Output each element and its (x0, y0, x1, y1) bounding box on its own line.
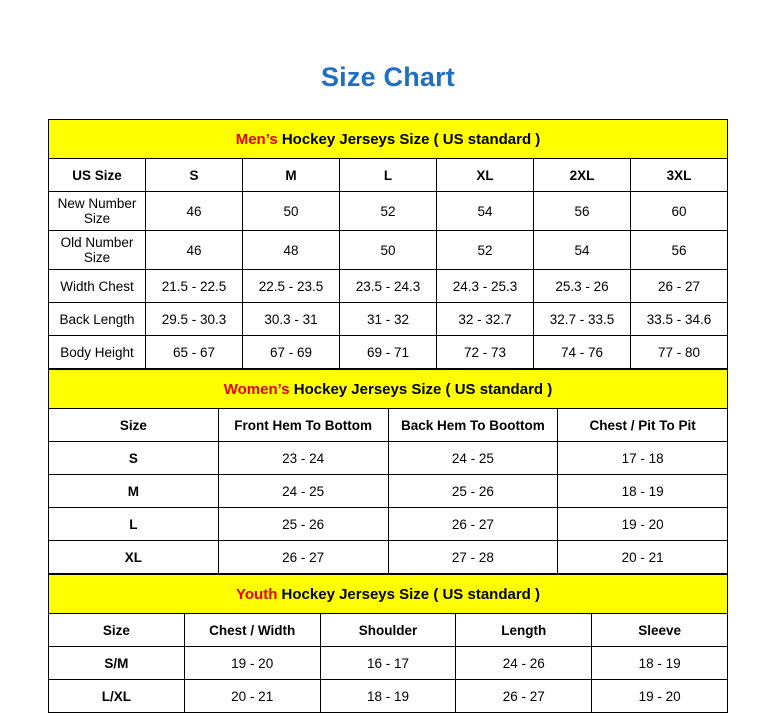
table-cell: 54 (534, 231, 631, 270)
table-cell: 69 - 71 (340, 336, 437, 369)
table-row (49, 231, 728, 270)
table-cell: 19 - 20 (184, 647, 320, 680)
mens-banner-row (49, 120, 728, 159)
table-cell: 33.5 - 34.6 (631, 303, 728, 336)
youth-header-cell: Chest / Width (184, 614, 320, 647)
table-cell: 26 - 27 (631, 270, 728, 303)
row-label: L/XL (49, 680, 185, 713)
womens-banner-cell (49, 370, 728, 409)
youth-header-row (49, 614, 728, 647)
mens-header-row (49, 159, 728, 192)
row-label: New Number Size (49, 192, 146, 231)
womens-banner-row (49, 370, 728, 409)
youth-banner-rest: Hockey Jerseys Size ( US standard ) (277, 585, 540, 603)
table-cell: 54 (437, 192, 534, 231)
page-title: Size Chart (320, 62, 456, 92)
table-cell: 20 - 21 (184, 680, 320, 713)
table-cell: 32.7 - 33.5 (534, 303, 631, 336)
womens-header-cell: Front Hem To Bottom (218, 409, 388, 442)
table-cell: 65 - 67 (146, 336, 243, 369)
table-cell: 26 - 27 (456, 680, 592, 713)
table-row (49, 647, 728, 680)
table-row (49, 475, 728, 508)
table-cell: 23.5 - 24.3 (340, 270, 437, 303)
table-row (49, 270, 728, 303)
table-row (49, 442, 728, 475)
table-cell: 32 - 32.7 (437, 303, 534, 336)
row-label: Old Number Size (49, 231, 146, 270)
table-cell: 18 - 19 (558, 475, 728, 508)
table-cell: 21.5 - 22.5 (146, 270, 243, 303)
table-cell: 48 (243, 231, 340, 270)
mens-banner-accent: Men’s (235, 130, 278, 148)
table-cell: 19 - 20 (558, 508, 728, 541)
table-cell: 52 (340, 192, 437, 231)
table-cell: 26 - 27 (388, 508, 558, 541)
youth-banner-row (49, 575, 728, 614)
table-cell: 22.5 - 23.5 (243, 270, 340, 303)
womens-header-cell: Back Hem To Boottom (388, 409, 558, 442)
womens-banner-rest: Hockey Jerseys Size ( US standard ) (289, 380, 553, 398)
youth-size-table (48, 574, 728, 713)
youth-banner-accent: Youth (236, 585, 278, 603)
mens-banner-rest: Hockey Jerseys Size ( US standard ) (277, 130, 541, 148)
row-label: S (49, 442, 219, 475)
table-cell: 23 - 24 (218, 442, 388, 475)
table-row (49, 541, 728, 574)
table-cell: 16 - 17 (320, 647, 456, 680)
row-label: XL (49, 541, 219, 574)
table-cell: 46 (146, 192, 243, 231)
youth-banner-cell (49, 575, 728, 614)
womens-banner-accent: Women’s (223, 380, 290, 398)
mens-header-cell: S (146, 159, 243, 192)
table-cell: 72 - 73 (437, 336, 534, 369)
table-cell: 19 - 20 (592, 680, 728, 713)
youth-header-cell: Sleeve (592, 614, 728, 647)
mens-header-cell: XL (437, 159, 534, 192)
table-cell: 50 (243, 192, 340, 231)
youth-header-cell: Size (49, 614, 185, 647)
table-cell: 52 (437, 231, 534, 270)
womens-header-cell: Chest / Pit To Pit (558, 409, 728, 442)
table-row (49, 192, 728, 231)
table-cell: 24 - 25 (218, 475, 388, 508)
row-label: Width Chest (49, 270, 146, 303)
table-cell: 25.3 - 26 (534, 270, 631, 303)
mens-header-cell: M (243, 159, 340, 192)
mens-header-cell: US Size (49, 159, 146, 192)
table-cell: 50 (340, 231, 437, 270)
table-row (49, 680, 728, 713)
table-cell: 24 - 25 (388, 442, 558, 475)
table-cell: 24.3 - 25.3 (437, 270, 534, 303)
table-cell: 26 - 27 (218, 541, 388, 574)
table-cell: 74 - 76 (534, 336, 631, 369)
row-label: Body Height (49, 336, 146, 369)
mens-header-cell: L (340, 159, 437, 192)
table-cell: 24 - 26 (456, 647, 592, 680)
table-cell: 25 - 26 (388, 475, 558, 508)
table-cell: 46 (146, 231, 243, 270)
youth-header-cell: Length (456, 614, 592, 647)
table-cell: 31 - 32 (340, 303, 437, 336)
table-row (49, 303, 728, 336)
table-cell: 77 - 80 (631, 336, 728, 369)
mens-header-cell: 2XL (534, 159, 631, 192)
table-row (49, 336, 728, 369)
row-label: S/M (49, 647, 185, 680)
row-label: Back Length (49, 303, 146, 336)
row-label: M (49, 475, 219, 508)
mens-banner-cell (49, 120, 728, 159)
table-cell: 20 - 21 (558, 541, 728, 574)
table-cell: 30.3 - 31 (243, 303, 340, 336)
table-cell: 29.5 - 30.3 (146, 303, 243, 336)
size-tables (48, 119, 728, 713)
table-cell: 25 - 26 (218, 508, 388, 541)
table-cell: 18 - 19 (592, 647, 728, 680)
youth-header-cell: Shoulder (320, 614, 456, 647)
mens-size-table (48, 119, 728, 369)
table-cell: 27 - 28 (388, 541, 558, 574)
table-cell: 56 (631, 231, 728, 270)
womens-header-row (49, 409, 728, 442)
table-cell: 60 (631, 192, 728, 231)
mens-header-cell: 3XL (631, 159, 728, 192)
table-cell: 56 (534, 192, 631, 231)
table-cell: 17 - 18 (558, 442, 728, 475)
table-cell: 67 - 69 (243, 336, 340, 369)
womens-header-cell: Size (49, 409, 219, 442)
table-cell: 18 - 19 (320, 680, 456, 713)
womens-size-table (48, 369, 728, 574)
row-label: L (49, 508, 219, 541)
table-row (49, 508, 728, 541)
